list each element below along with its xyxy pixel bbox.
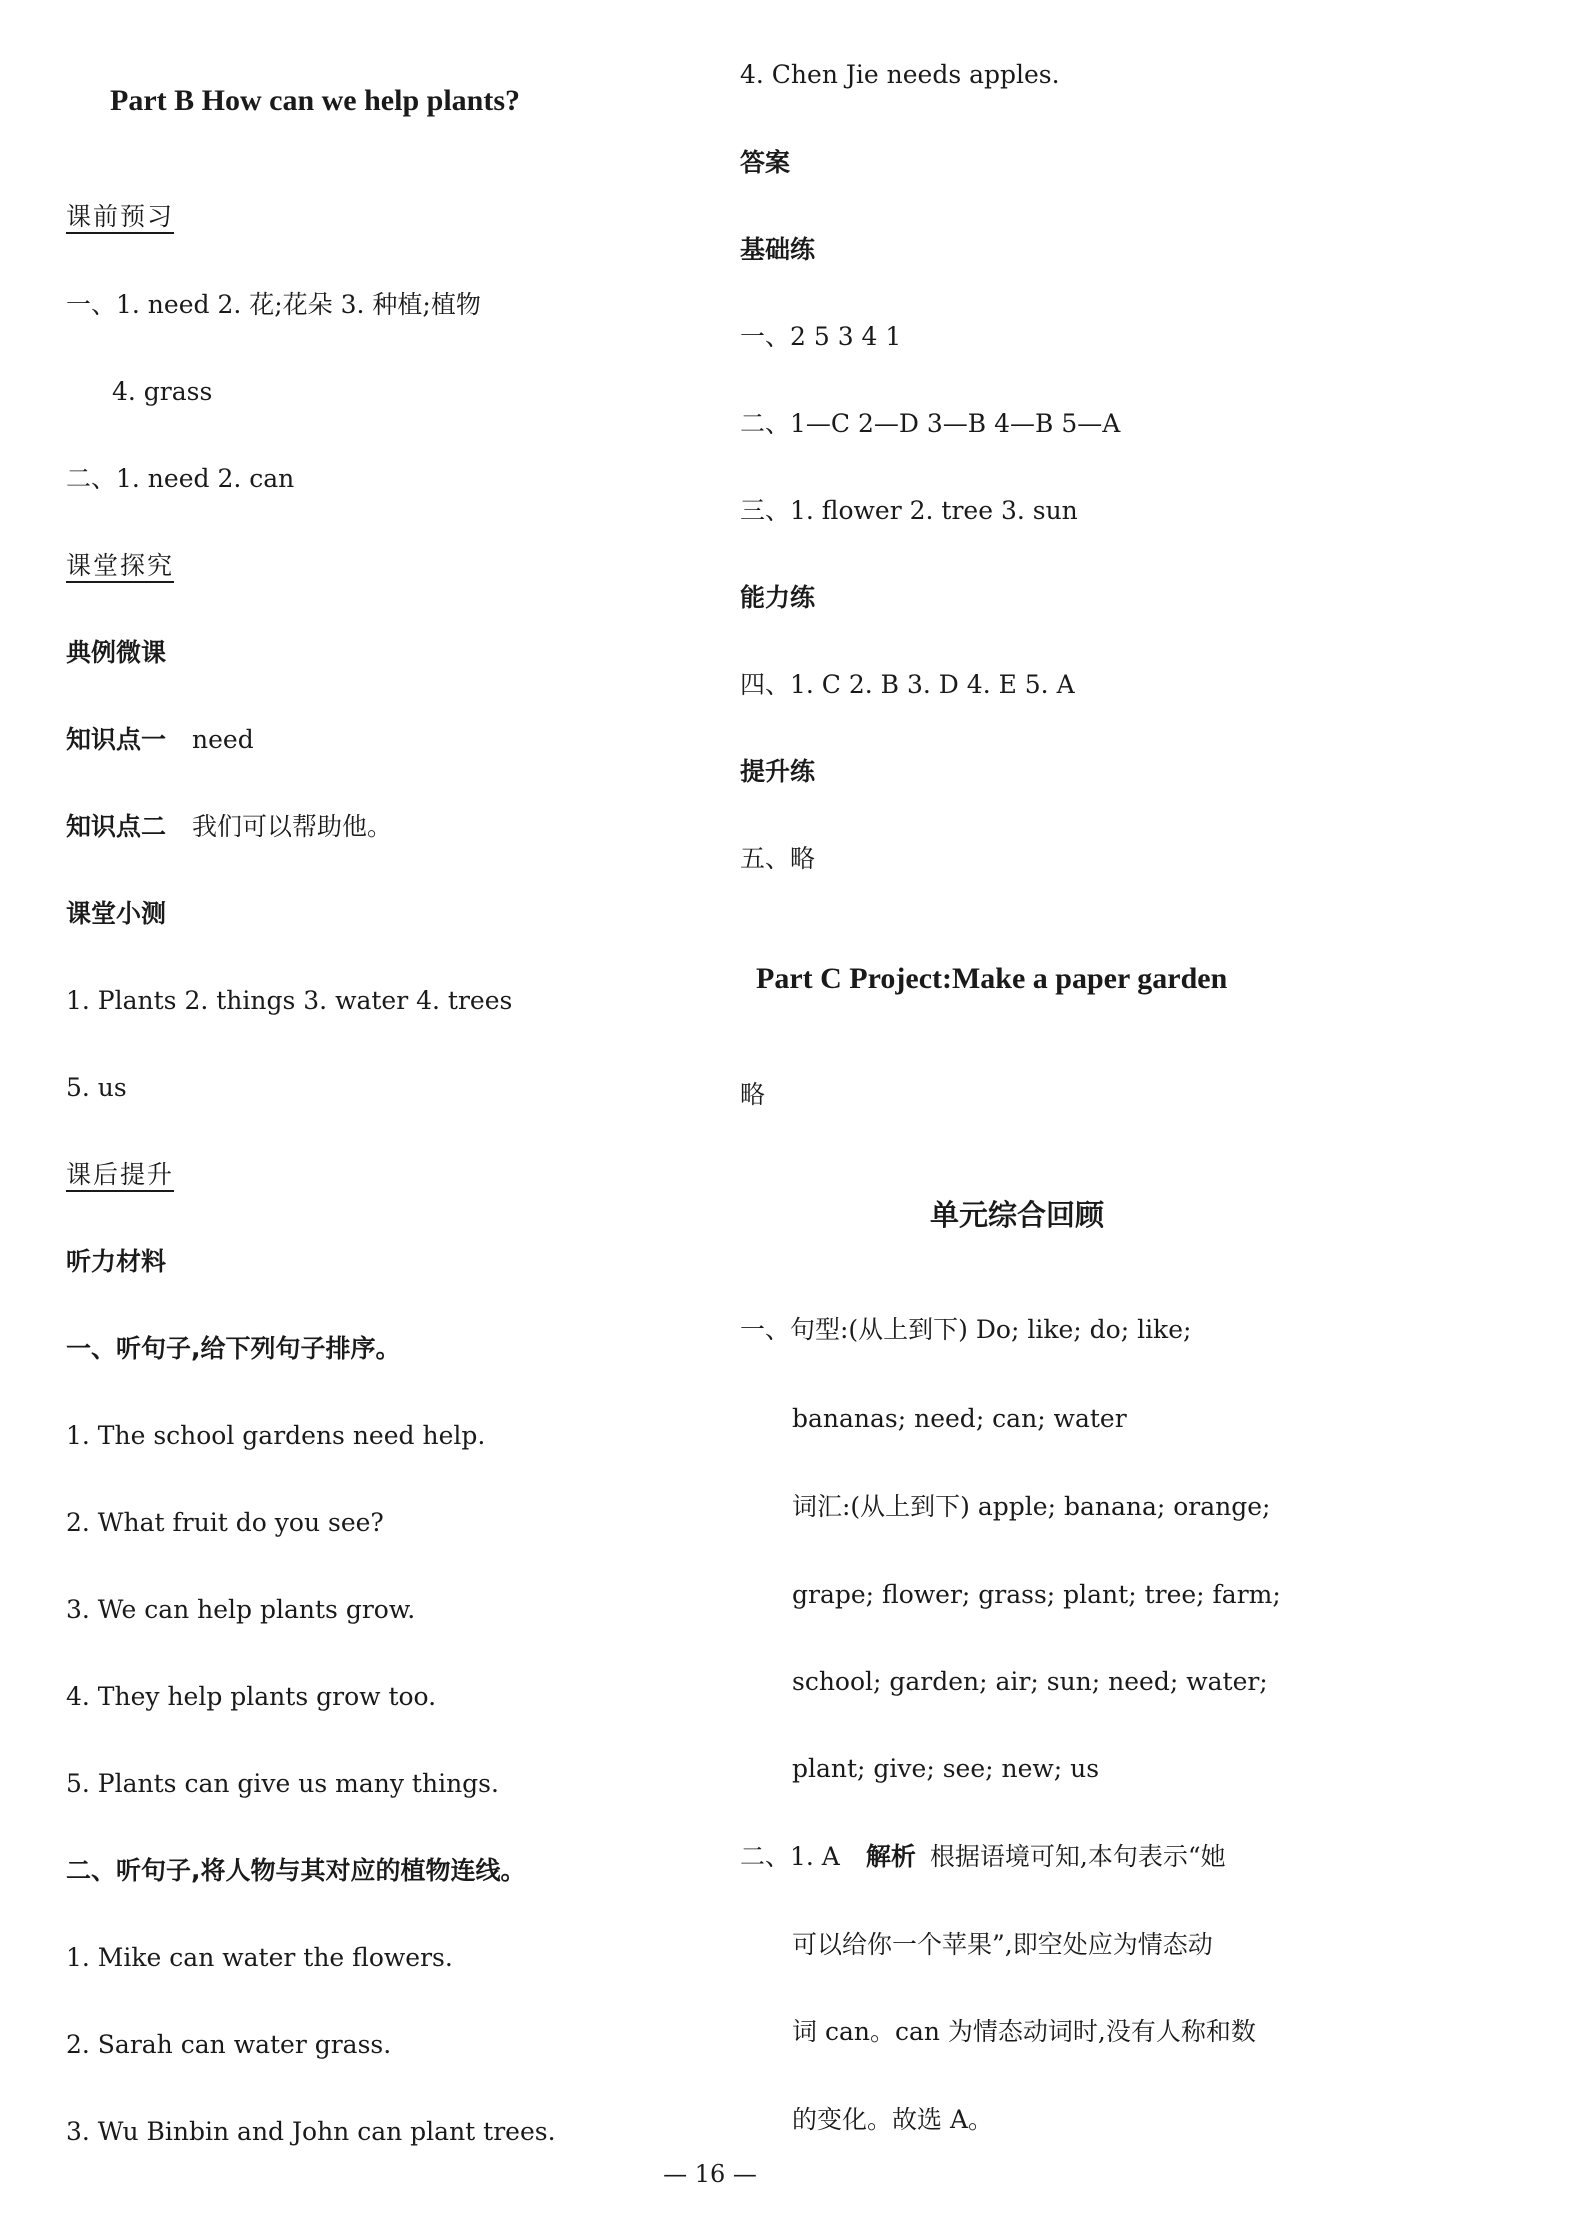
analysis-label: 解析 <box>865 1842 916 1871</box>
review-analysis-line: 的变化。故选 A。 <box>792 2105 994 2134</box>
quiz-line1: 1. Plants 2. things 3. water 4. trees <box>66 986 513 1015</box>
review-line: 一、句型:(从上到下) Do; like; do; like; <box>740 1315 1192 1344</box>
page-number: — 16 — <box>663 2160 757 2188</box>
quiz-line2: 5. us <box>66 1073 127 1102</box>
analysis-text: 根据语境可知,本句表示“她 <box>929 1842 1226 1871</box>
basic-answer-1: 一、2 5 3 4 1 <box>740 322 902 351</box>
micro-lesson-heading: 典例微课 <box>66 638 167 667</box>
listening-item-4: 4. Chen Jie needs apples. <box>740 60 1060 89</box>
answers-heading: 答案 <box>740 148 791 177</box>
improve-practice-heading: 提升练 <box>740 757 816 786</box>
listening-item: 5. Plants can give us many things. <box>66 1769 499 1798</box>
listening-item: 1. Mike can water the flowers. <box>66 1943 453 1972</box>
unit-review-title: 单元综合回顾 <box>930 1198 1105 1232</box>
preview-q1-line1: 一、1. need 2. 花;花朵 3. 种植;植物 <box>66 290 481 319</box>
listening-item: 2. Sarah can water grass. <box>66 2030 392 2059</box>
knowledge-point-1-value: need <box>192 725 254 754</box>
listening-item: 3. Wu Binbin and John can plant trees. <box>66 2117 556 2146</box>
review-analysis-line: 可以给你一个苹果”,即空处应为情态动 <box>792 1930 1213 1959</box>
quiz-heading: 课堂小测 <box>66 899 167 928</box>
listening-item: 2. What fruit do you see? <box>66 1508 384 1537</box>
review-line: bananas; need; can; water <box>792 1404 1127 1433</box>
review-line: plant; give; see; new; us <box>792 1754 1100 1783</box>
classroom-heading: 课堂探究 <box>66 551 175 580</box>
review-line: 词汇:(从上到下) apple; banana; orange; <box>792 1492 1271 1521</box>
preview-q1-line2: 4. grass <box>112 377 213 406</box>
listening-item: 1. The school gardens need help. <box>66 1421 486 1450</box>
preview-q2: 二、1. need 2. can <box>66 464 295 493</box>
review-analysis-line: 词 can。can 为情态动词时,没有人称和数 <box>792 2017 1256 2046</box>
improve-answer-1: 五、略 <box>740 844 816 873</box>
review-2-number: 二、1. A <box>740 1842 840 1871</box>
listening-section1-title: 一、听句子,给下列句子排序。 <box>66 1334 401 1363</box>
listening-item: 3. We can help plants grow. <box>66 1595 416 1624</box>
after-class-heading: 课后提升 <box>66 1160 175 1189</box>
listening-heading: 听力材料 <box>66 1247 167 1276</box>
review-line: grape; flower; grass; plant; tree; farm; <box>792 1580 1281 1609</box>
part-c-title: Part C Project:Make a paper garden <box>756 962 1228 995</box>
review-analysis-line1 <box>740 1840 1226 1874</box>
knowledge-point-1-label: 知识点一 <box>66 725 167 754</box>
review-line: school; garden; air; sun; need; water; <box>792 1667 1268 1696</box>
part-b-title: Part B How can we help plants? <box>110 84 521 117</box>
knowledge-point-2 <box>66 810 392 844</box>
basic-answer-2: 二、1—C 2—D 3—B 4—B 5—A <box>740 409 1121 438</box>
basic-answer-3: 三、1. flower 2. tree 3. sun <box>740 496 1078 525</box>
knowledge-point-1 <box>66 723 254 757</box>
knowledge-point-2-label: 知识点二 <box>66 812 167 841</box>
ability-answer-1: 四、1. C 2. B 3. D 4. E 5. A <box>740 670 1075 699</box>
basic-practice-heading: 基础练 <box>740 235 816 264</box>
listening-item: 4. They help plants grow too. <box>66 1682 437 1711</box>
part-c-answer: 略 <box>740 1080 766 1109</box>
ability-practice-heading: 能力练 <box>740 583 816 612</box>
preview-heading: 课前预习 <box>66 202 175 231</box>
knowledge-point-2-value: 我们可以帮助他。 <box>192 812 393 841</box>
listening-section2-title: 二、听句子,将人物与其对应的植物连线。 <box>66 1856 526 1885</box>
